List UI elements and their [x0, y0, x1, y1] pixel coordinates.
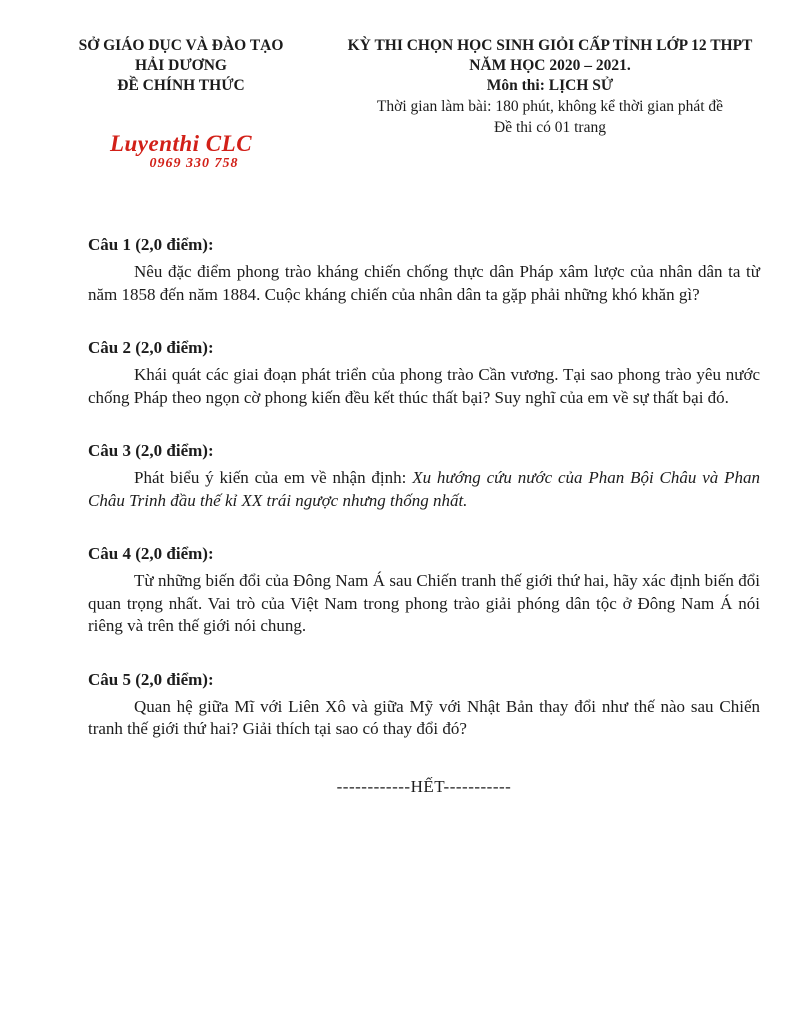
luyenthi-clc-logo: [58, 132, 304, 172]
question-3-label: Câu 3 (2,0 điểm):: [88, 441, 214, 460]
exam-title-block: [304, 36, 786, 138]
question-4-text: [88, 570, 760, 638]
question-5-label: Câu 5 (2,0 điểm):: [88, 669, 214, 689]
question-4-body: Từ những biến đổi của Đông Nam Á sau Chiến tranh thế giới thứ hai, hãy xác định biến đổi quan trọng nhất. Vai trò của Việt Nam trong phong trào giải phóng dân tộc ở Đông Nam Á nói riêng và trên thế giới nói chung.: [88, 571, 760, 635]
question-5: [88, 669, 760, 741]
question-2-body: Khái quát các giai đoạn phát triển của phong trào Cần vương. Tại sao phong trào yêu nước chống Pháp theo ngọn cờ phong kiến đều kết thúc thất bại? Suy nghĩ của em về sự thất bại đó.: [88, 365, 760, 407]
duration-line: Thời gian làm bài: 180 phút, không kể thời gian phát đề: [376, 98, 724, 115]
department-name: SỞ GIÁO DỤC VÀ ĐÀO TẠO: [78, 37, 284, 54]
question-1-text: [88, 261, 760, 306]
official-exam-label: ĐỀ CHÍNH THỨC: [117, 77, 245, 94]
exam-title: KỲ THI CHỌN HỌC SINH GIỎI CẤP TỈNH LỚP 12 THPT: [347, 37, 753, 54]
question-2-text: [88, 364, 760, 409]
document-header: [0, 0, 800, 172]
school-year: NĂM HỌC 2020 – 2021.: [469, 57, 631, 74]
question-3: [88, 440, 760, 512]
question-1-label: Câu 1 (2,0 điểm):: [88, 235, 214, 254]
logo-brand-text: Luyenthi CLC: [109, 131, 253, 156]
question-3-text: [88, 467, 760, 512]
question-5-text: [88, 696, 760, 741]
province-name: HẢI DƯƠNG: [135, 57, 227, 74]
question-5-body: Quan hệ giữa Mĩ với Liên Xô và giữa Mỹ với Nhật Bản thay đổi như thế nào sau Chiến tranh thế giới thứ hai? Giải thích tại sao có thay đổi đó?: [88, 696, 760, 738]
issuing-authority-block: [58, 36, 304, 172]
end-of-exam-marker: ------------HẾT-----------: [336, 776, 512, 796]
questions-section: [88, 234, 760, 797]
question-2-label: Câu 2 (2,0 điểm):: [88, 338, 214, 357]
logo-phone-number: 0969 330 758: [149, 156, 239, 171]
question-4-label: Câu 4 (2,0 điểm):: [88, 544, 214, 563]
question-3-body: Phát biểu ý kiến của em về nhận định:: [134, 468, 413, 487]
question-3-quotation: Xu hướng cứu nước của Phan Bội Châu và Phan Châu Trinh đầu thế kỉ XX trái ngược nhưng thống nhất.: [88, 468, 760, 510]
question-1-body: Nêu đặc điểm phong trào kháng chiến chống thực dân Pháp xâm lược của nhân dân ta từ năm 1858 đến năm 1884. Cuộc kháng chiến của nhân dân ta gặp phải những khó khăn gì?: [88, 262, 760, 304]
subject-line: Môn thi: LỊCH SỬ: [486, 77, 614, 94]
question-2: [88, 337, 760, 409]
pages-note: Đề thi có 01 trang: [494, 119, 606, 136]
question-1: [88, 234, 760, 306]
question-4: [88, 543, 760, 638]
